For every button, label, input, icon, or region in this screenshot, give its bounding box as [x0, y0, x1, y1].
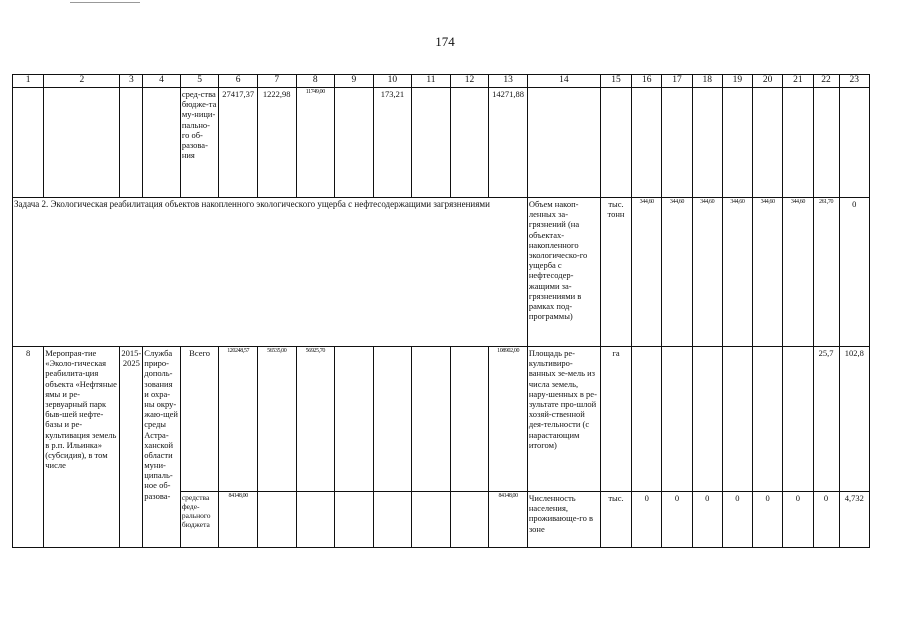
- col-header: 23: [839, 75, 869, 88]
- col-header: 7: [257, 75, 296, 88]
- value-cell: 84148,00: [489, 492, 528, 548]
- col-header: 4: [143, 75, 181, 88]
- value-cell: 11749,00: [296, 88, 335, 198]
- col-header: 5: [180, 75, 219, 88]
- unit-cell: тыс. тонн: [600, 198, 631, 347]
- col-header: 2: [44, 75, 120, 88]
- value-cell: 344,60: [783, 198, 813, 347]
- task-row: [13, 198, 870, 347]
- value-cell: 4,732: [839, 492, 869, 548]
- value-cell: 173,21: [373, 88, 412, 198]
- value-cell: 344,60: [662, 198, 692, 347]
- value-cell: 0: [753, 492, 783, 548]
- value-cell: 261,70: [813, 198, 839, 347]
- col-header: 22: [813, 75, 839, 88]
- value-cell: 102,8: [839, 347, 869, 492]
- program-table: [12, 74, 870, 548]
- col-header: 10: [373, 75, 412, 88]
- col-header: 17: [662, 75, 692, 88]
- column-number-row: [13, 75, 870, 88]
- total-label: Всего: [180, 347, 219, 492]
- unit-cell: тыс.: [600, 492, 631, 548]
- value-cell: 0: [662, 492, 692, 548]
- col-header: 3: [120, 75, 143, 88]
- funding-source: сред-ства бюдже-та му-ници-пально-го об-разова-ния: [180, 88, 219, 198]
- page-number: 174: [435, 34, 455, 49]
- value-cell: 27417,37: [219, 88, 258, 198]
- value-cell: 0: [813, 492, 839, 548]
- col-header: 14: [527, 75, 600, 88]
- value-cell: 0: [632, 492, 662, 548]
- value-cell: 1222,98: [257, 88, 296, 198]
- indicator-text: Объем накоп-ленных за-грязнений (на объектах-накопленного экологическо-го ущерба с нефтесодер-жащими за-грязнениями в рамках под-программы): [527, 198, 600, 347]
- years: 2015-2025: [120, 347, 143, 548]
- col-header: 9: [335, 75, 374, 88]
- measure-name: Меропрая-тие «Эколо-гическая реабилита-ция объекта «Нефтяные ямы и ре-зервуарный парк быв-шей нефте-базы и ре-культивация земель в р.п. Ильинка» (субсидия), в том числе: [44, 347, 120, 548]
- col-header: 13: [489, 75, 528, 88]
- col-header: 16: [632, 75, 662, 88]
- value-cell: 84148,00: [219, 492, 258, 548]
- value-cell: 56925,70: [296, 347, 335, 492]
- funding-source: средства феде-рального бюджета: [180, 492, 219, 548]
- col-header: 8: [296, 75, 335, 88]
- value-cell: 56535,00: [257, 347, 296, 492]
- value-cell: 344,60: [692, 198, 722, 347]
- value-cell: 344,60: [722, 198, 752, 347]
- col-header: 21: [783, 75, 813, 88]
- value-cell: 14271,88: [489, 88, 528, 198]
- executor: Служба приро-дополь-зования и охра-ны окру-жаю-щей среды Астра-ханской области муни-ципаль-ное об-разова-: [143, 347, 181, 548]
- value-cell: 0: [692, 492, 722, 548]
- value-cell: 25,7: [813, 347, 839, 492]
- col-header: 18: [692, 75, 722, 88]
- value-cell: 120248,57: [219, 347, 258, 492]
- col-header: 20: [753, 75, 783, 88]
- indicator-text: Численность населения, проживающе-го в зоне: [527, 492, 600, 548]
- value-cell: 0: [839, 198, 869, 347]
- col-header: 6: [219, 75, 258, 88]
- col-header: 19: [722, 75, 752, 88]
- unit-cell: га: [600, 347, 631, 492]
- col-header: 1: [13, 75, 44, 88]
- row-number: 8: [13, 347, 44, 548]
- value-cell: 0: [783, 492, 813, 548]
- value-cell: 344,60: [753, 198, 783, 347]
- value-cell: 344,60: [632, 198, 662, 347]
- value-cell: 0: [722, 492, 752, 548]
- budget-row: [13, 88, 870, 198]
- col-header: 15: [600, 75, 631, 88]
- col-header: 11: [412, 75, 451, 88]
- col-header: 12: [450, 75, 489, 88]
- value-cell: 108902,00: [489, 347, 528, 492]
- indicator-text: Площадь ре-культивиро-ванных зе-мель из числа земель, нару-шенных в ре-зультате про-шлой хозяй-ственной дея-тельности (с нарастающим итогом): [527, 347, 600, 492]
- top-rule: [70, 2, 140, 3]
- measure-total-row: [13, 347, 870, 492]
- task-title: Задача 2. Экологическая реабилитация объектов накопленного экологического ущерба с нефтесодержащими загрязнениями: [13, 198, 528, 347]
